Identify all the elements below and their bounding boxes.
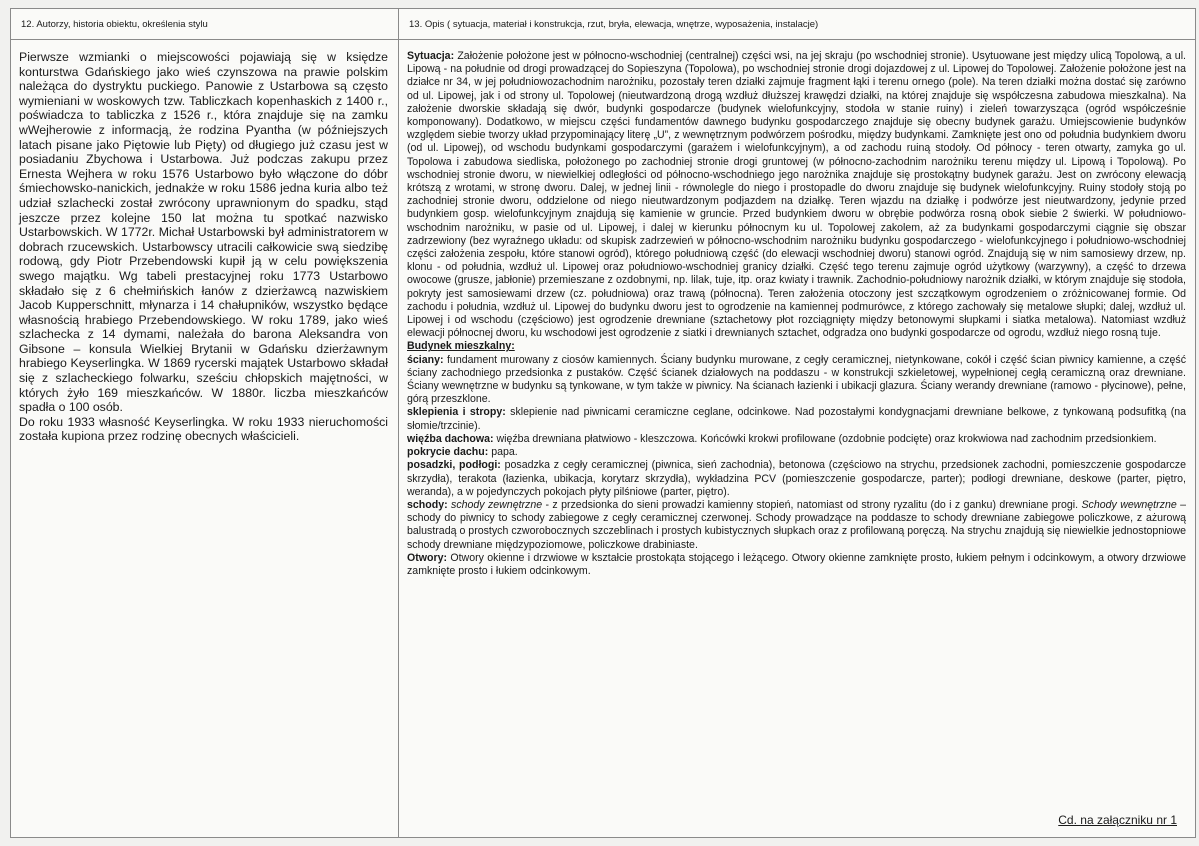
openings-paragraph [407,552,1186,578]
description-column [399,9,1195,837]
floors-text: posadzka z cegły ceramicznej (piwnica, sień zachodnia), betonowa (częściowo na strychu, przedsionek zachodni, pomieszczenie gospodarcze skrzydła), terakota (łazienka, ubikacja, korytarz skrzydła), wykładzina PCV (pomieszczenie gospodarcze, parter); podłogi drewniane, deskowe (parter, piętro, weranda), a w pojedynczych pokojach płyty pilśniowe (parter, piętro). [407,459,1186,498]
walls-label: ściany: [407,353,444,366]
stairs-internal-label: Schody wewnętrzne [1081,498,1177,511]
openings-label: Otwory: [407,551,448,564]
vaults-text: sklepienie nad piwnicami ceramiczne ceglane, odcinkowe. Nad pozostałymi kondygnacjami drewniane belkowe, z tynkowaną podsufitką (na słomie/trzcinie). [407,406,1187,432]
stairs-paragraph [407,499,1186,552]
history-paragraph: Do roku 1933 własność Keyserlingka. W roku 1933 nieruchomości została kupiona przez rodzinę obecnych właścicieli. [19,414,388,444]
roof-truss-text: więźba drewniana płatwiowo - kleszczowa. Końcówki krokwi profilowane (ozdobnie podcięte) oraz krokwiowa nad zachodnim przedsionkiem. [493,432,1157,445]
vaults-label: sklepienia i stropy: [407,406,506,419]
stairs-label: schody: [407,498,448,511]
roofing-paragraph [407,446,1186,459]
description-text [399,40,1195,578]
stairs-external-label: schody zewnętrzne [451,498,543,511]
situation-label: Sytuacja: [407,50,455,62]
form-sheet [10,8,1196,838]
history-text [11,40,398,444]
situation-text: Założenie położone jest w północno-wschodniej (centralnej) części wsi, na jej skraju (po wschodniej stronie). Usytuowane jest między ulicą Topolową, a ul. Lipową - na południe od drogi prowadzącej do Sopieszyna (Topolowa), po wschodniej stronie drogi dojazdowej z ul. Lipowej do Topolowej. Założenie położone jest na działce nr 34, w jej południowozachodnim narożniku, pozostały teren działki zajmuje fragment łąki i terenu ornego (pole). Na teren działki można dostać się zarówno od ul. Lipowej, jak i od strony ul. Topolowej (nieutwardzoną drogą wzdłuż dłuższej krawędzi działki, na której znajduje się współczesna zabudowa mieszkalna). Na założenie dworskie składają się dwór, budynki gospodarcze (budynek wielofunkcyjny, stodoła w stanie ruiny) i zieleń towarzysząca (ogród współcześnie komponowany). Dodatkowo, w miejscu części fundamentów dawnego budynku gospodarczego znajduje się obecny budynek garażu. Umiejscowienie budynków względem siebie tworzy układ przypominający literę „U”, z wewnętrznym podwórzem pośrodku, między budynkami. Zamknięte jest ono od południa budynkiem dworu (od ul. Lipowej), od wschodu budynkami gospodarczymi (garażem i wielofunkcyjnym), a od zachodu ruiną stodoły. Od północy - teren otwarty, zamyka go ul. Topolowa i zabudowa siedliska, położonego po zachodniej stronie drogi gruntowej (w północno-zachodnim narożniku terenu między ul. Lipową i Topolową). Po wschodniej stronie dworu, w niewielkiej odległości od północno-wschodniego jego narożnika znajduje się prostokątny budynek garażu. Jest on zwrócony elewacją krótszą z wrotami, w stronę dworu. Dalej, w jednej linii - równolegle do niego i prostopadle do dworu znajduje się budynek wielofunkcyjny. Ruiny stodoły stoją po zachodniej stronie dworu, oddzielone od niego nieutwardzonym podjazdem na działkę. Teren wjazdu na działkę i podwórze jest nieutwardzony, jedynie przed budynkiem gosp. wielofunkcyjnym znajdują się kamienie w gruncie. Przed budynkiem dworu w obrębie podwórza rosną obok siebie 2 świerki. W południowo-wschodnim narożniku, w pasie od ul. Lipowej, i dalej w kierunku północnym ku ul. Topolowej zakolem, aż za budynkami gospodarczymi ciągnie się obszar zadrzewiony (bez wyraźnego układu: od skupisk zadrzewień w północno-wschodnim narożniku budynku gospodarczego - wielofunkcyjnego i południowo-wschodniej części założenia zespołu, które stanowi ogród), którego południową część (do elewacji wschodniej dworu) stanowi ogród. Znajdują się w nim samosiewy drzew, np. klonu - od południa, wzdłuż ul. Lipowej oraz południowo-wschodniej granicy działki. Część tego terenu zajmuje ogród użytkowy (warzywny), a część to drzewa owocowe (grusze, jabłonie) przemieszane z ozdobnymi, np. lilak, tuje, itp. oraz kwiaty i trawnik. Zachodnio-południowy narożnik działki, w którym znajduje się stodoła, pokryty jest samosiewami drzew (cz. południowa) oraz trawą (północna). Teren założenia otoczony jest szczątkowym ogrodzeniem o zróżnicowanej formie. Od zachodu i południa, wzdłuż ul. Lipowej do budynku dworu jest to ogrodzenie na kamiennej podmurówce, z którego zachowały się metalowe słupki; dalej, wzdłuż ul. Lipowej i od wschodu (częściowo) jest ogrodzenie drewniane (sztachetowy płot rozciągnięty między betonowymi słupkami i siatka metalowa). Natomiast wzdłuż elewacji północnej dworu, ku wschodowi jest ogrodzenie z siatki i drewnianych sztachet, odgradza ono budynki gospodarcze od ogrodu, wzdłuż niego rosną tuje. [407,50,1186,340]
history-paragraph: Pierwsze wzmianki o miejscowości pojawiają się w księdze konturstwa Gdańskiego jako wieś czynszowa na prawie polskim należąca do dystryktu puckiego. Panowie z Ustarbowa są często wymieniani w woskowych tzw. Tabliczkach kopenhaskich z 1400 r., poświadcza to tabliczka z 1526 r., która znajduje się na zamku wWejherowie z informacją, że rodzina Pyantha (w późniejszych latach pisane jako Piętowie lub Pięty) od długiego już czasu jest w posiadaniu Zbychowa i Ustarbowa. Już podczas zakupu przez Ernesta Wejhera w roku 1576 Ustarbowo było włączone do dóbr śmiechowsko-nanickich, jednakże w roku 1586 jedna kuria albo też udział szlachecki został zwrócony uprawnionym do spadku, stąd jeszcze przez kolejne 150 lat można tu spotkać nazwisko Ustarbowskich. W 1772r. Michał Ustarbowski był administratorem w dobrach rzucewskich. Ustarbowscy utracili całkowicie swą siedzibę rodową, gdy Piotr Przebendowski kupił ją w celu powiększenia swego majątku. Wg tabeli prestacyjnej roku 1773 Ustarbowo składało się z 6 chełmińskich łanów z dzierżawcą nazwiskiem Jacob Kupperschnitt, młynarza i 14 chałupników, wszystko będące własnością hrabiego Przebendowskiego. W roku 1789, jako wieś szlachecka z 14 dymami, należała do barona Aleksandra von Gibsone – konsula Wielkiej Brytanii w Gdańsku dzierżawnym hrabiego Keyserlingka. W 1869 rycerski majątek Ustarbowo składał się z szlacheckiego folwarku, sześciu chłopskich majętności, w których żyło 169 mieszkańców. W 1880r. liczba mieszkańców spadła o 100 osób. [19,50,388,415]
residential-building-heading: Budynek mieszkalny: [407,340,515,353]
openings-text: Otwory okienne i drzwiowe w kształcie prostokąta stojącego i leżącego. Otwory okienne zamknięte prosto, łukiem pełnym i odcinkowym, a otwory drzwiowe zamknięte prosto i łukiem odcinkowym. [407,551,1186,577]
floors-label: posadzki, podłogi: [407,459,501,472]
history-column [11,9,399,837]
roofing-text: papa. [488,446,518,459]
stairs-text-1: - z przedsionka do sieni prowadzi kamienny stopień, natomiast od strony ryzalitu (do i z ganku) drewniane progi. [542,498,1082,511]
roof-truss-label: więźba dachowa: [407,432,494,445]
description-header: 13. Opis ( sytuacja, materiał i konstrukcja, rzut, bryła, elewacja, wnętrze, wyposażenia, instalacje) [399,9,1195,40]
walls-text: fundament murowany z ciosów kamiennych. Ściany budynku murowane, z cegły ceramicznej, nietynkowane, cokół i część ścian piwnicy kamienne, a część ściany zachodniego przedsionka z pustaków. Część ścianek działowych na poddaszu - w konstrukcji szkieletowej, wypełnionej cegłą ceramiczną oraz drewniane. Ściany wewnętrzne w budynku są tynkowane, w tym także w piwnicy. Na ścianach łazienki i ubikacji glazura. Ściany werandy drewniane (ramowo - płycinowe), pełne, górą przeszklone. [407,353,1186,406]
walls-paragraph [407,354,1186,407]
continuation-note: Cd. na załączniku nr 1 [1058,813,1177,827]
history-header: 12. Autorzy, historia obiektu, określenia stylu [11,9,398,40]
situation-paragraph [407,50,1186,340]
floors-paragraph [407,459,1186,499]
stairs-text-2: – schody do piwnicy to schody zabiegowe z cegły ceramicznej czerwonej. Schody prowadzące na poddasze to schody drewniane zabiegowe policzkowe, z ażurową balustradą o prostych czworobocznych szczeblinach i prostych kubistycznych słupkach oraz z profilowaną poręczą. Na strychu znajdują się niewielkie jednostopniowe schody drewniane międzypoziomowe, policzkowe drabiniaste. [407,498,1187,551]
roof-truss-paragraph [407,433,1186,446]
roofing-label: pokrycie dachu: [407,446,489,459]
vaults-paragraph [407,406,1186,432]
